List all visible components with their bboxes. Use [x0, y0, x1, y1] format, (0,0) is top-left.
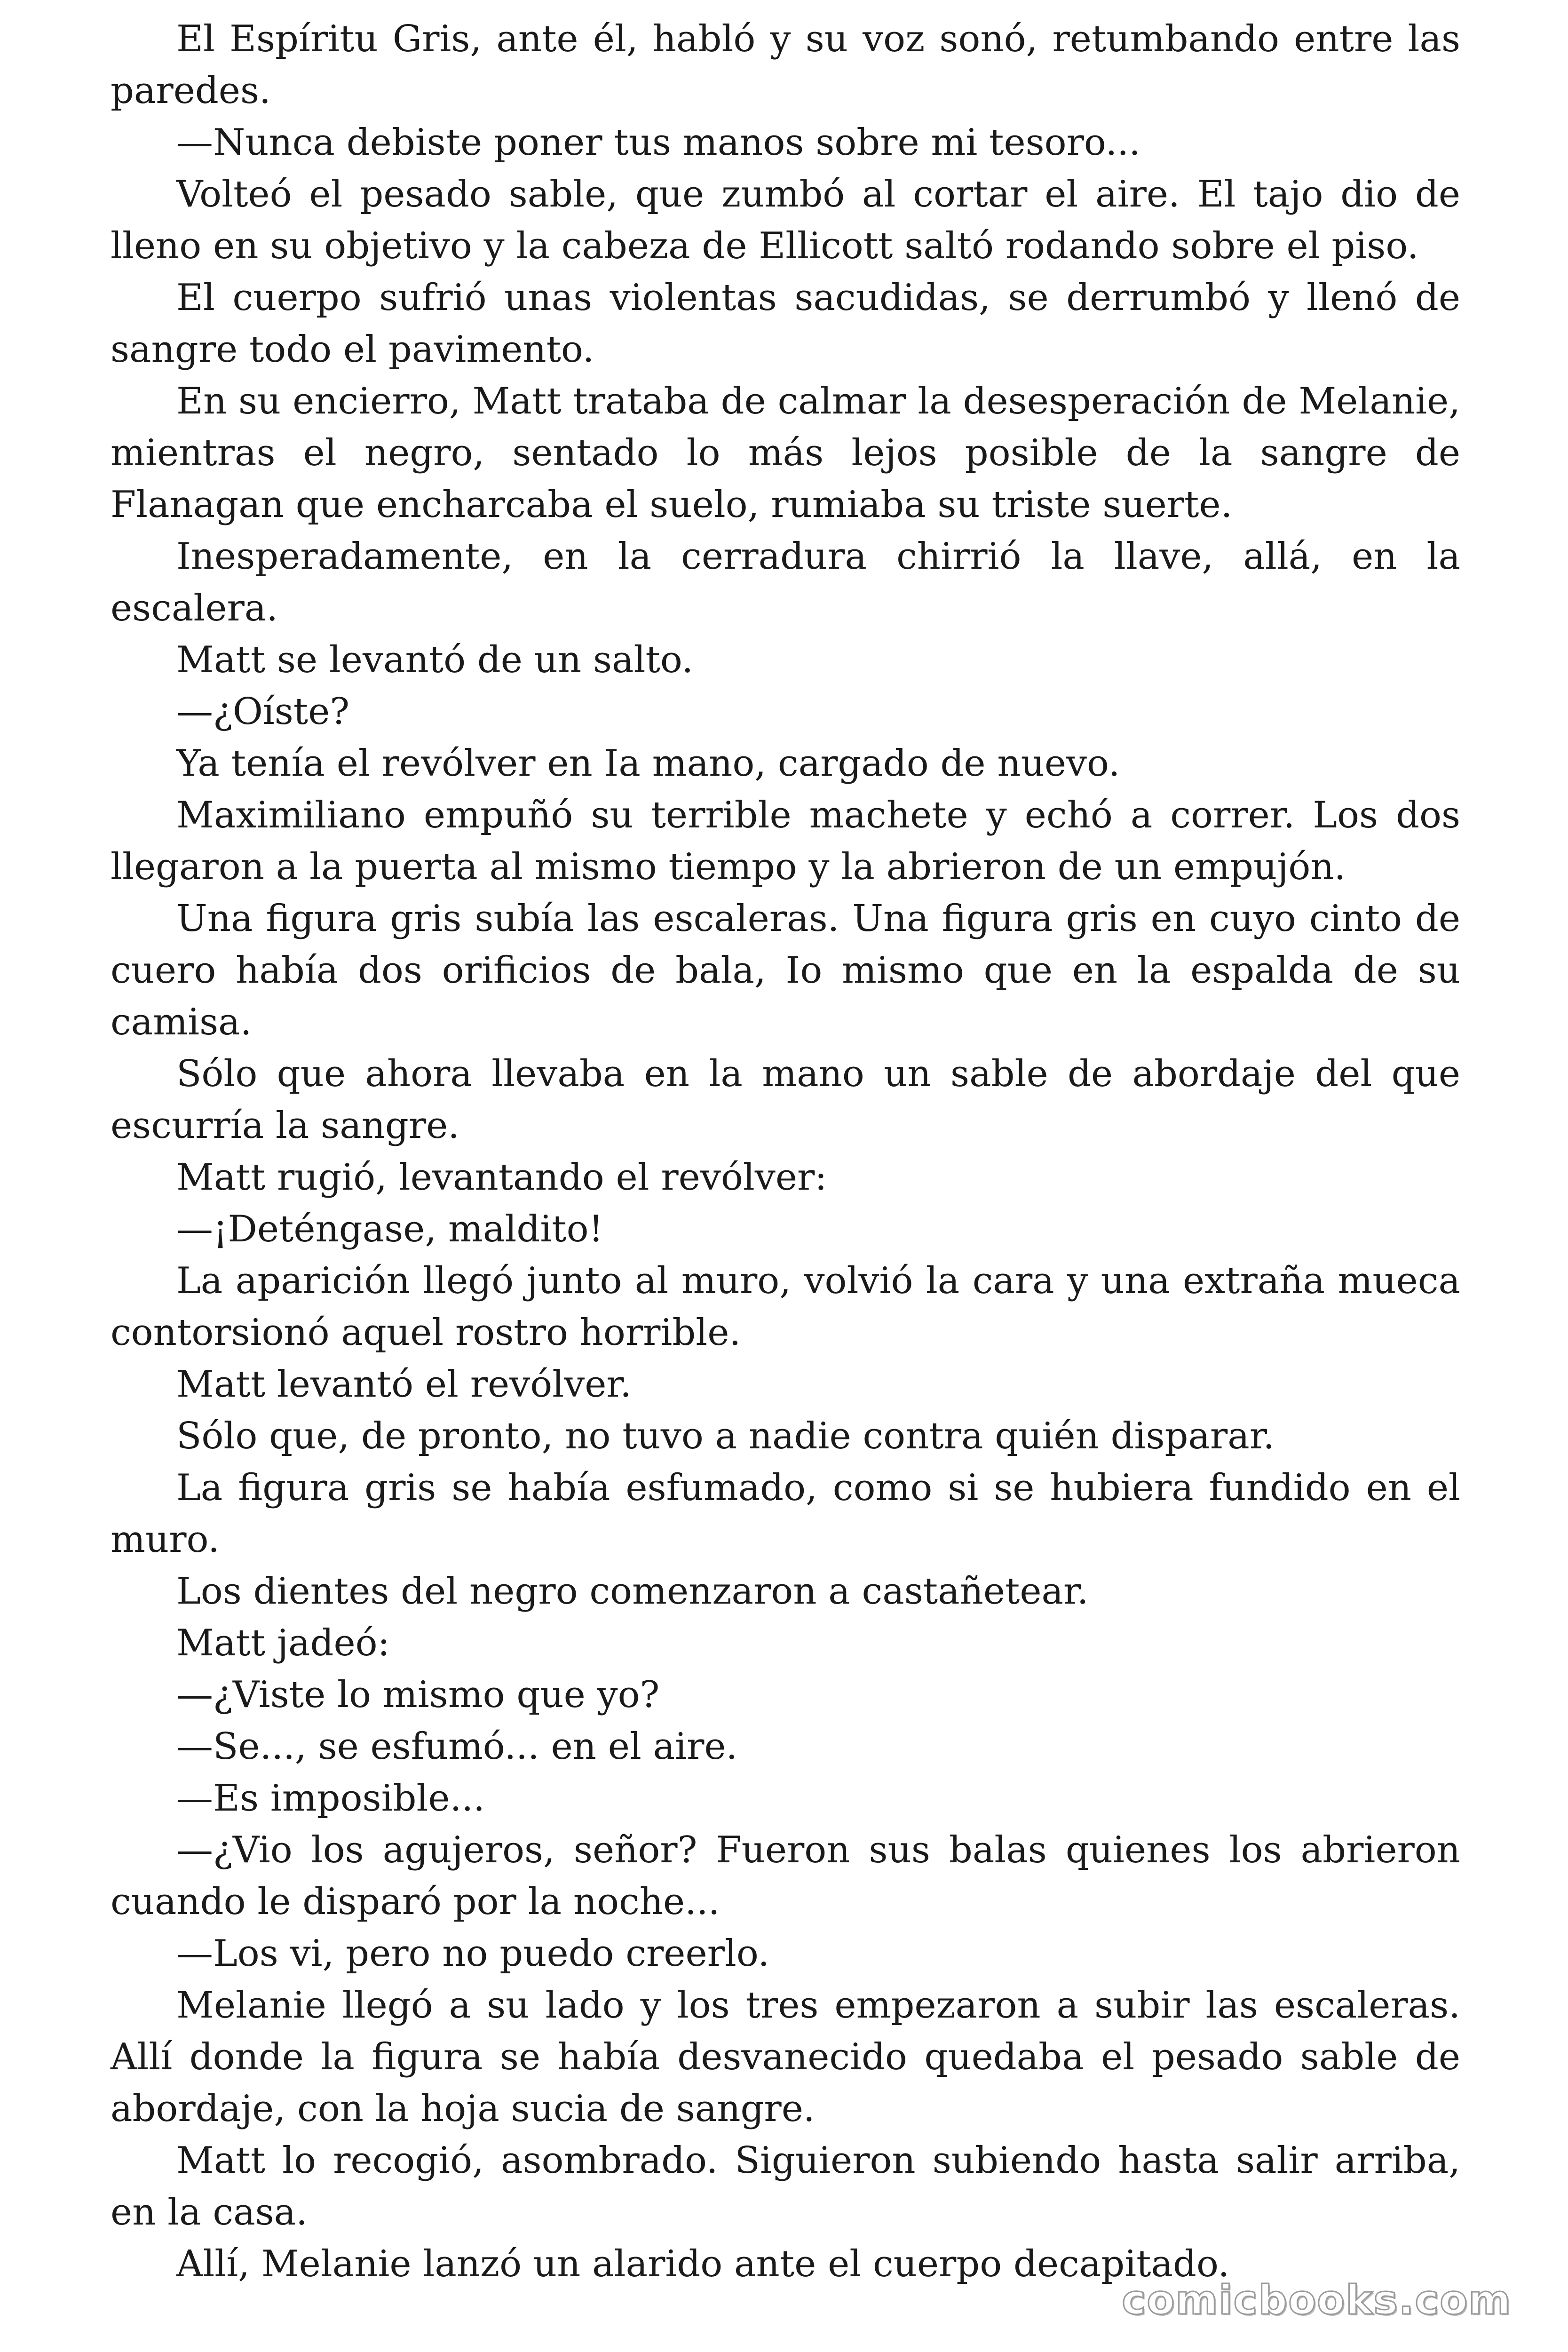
paragraph: —Se..., se esfumó... en el aire.	[176, 1725, 738, 1768]
paragraph: Matt levantó el revólver.	[176, 1363, 632, 1406]
watermark: comicbooks.com	[1122, 2277, 1512, 2324]
paragraph: Inesperadamente, en la cerradura chirrió la llave, allá, en la escalera.	[111, 535, 1460, 629]
page-text	[111, 13, 1460, 2290]
paragraph: La aparición llegó junto al muro, volvió la cara y una extraña mueca contorsionó aquel rostro horrible.	[111, 1260, 1460, 1354]
paragraph: Matt se levantó de un salto.	[176, 639, 694, 681]
paragraph: Sólo que, de pronto, no tuvo a nadie contra quién disparar.	[176, 1415, 1275, 1457]
paragraph: —¿Vio los agujeros, señor? Fueron sus balas quienes los abrieron cuando le disparó por la noche...	[111, 1829, 1460, 1923]
paragraph: Ya tenía el revólver en Ia mano, cargado de nuevo.	[176, 742, 1120, 785]
paragraph: Matt jadeó:	[176, 1622, 390, 1664]
paragraph: —¿Viste lo mismo que yo?	[176, 1674, 660, 1716]
paragraph: En su encierro, Matt trataba de calmar la desesperación de Melanie, mientras el negro, sentado lo más lejos posible de la sangre de Flanagan que encharcaba el suelo, rumiaba su triste suerte.	[111, 380, 1460, 526]
paragraph: Volteó el pesado sable, que zumbó al cortar el aire. El tajo dio de lleno en su objetivo y la cabeza de Ellicott saltó rodando sobre el piso.	[111, 173, 1460, 267]
paragraph: El cuerpo sufrió unas violentas sacudidas, se derrumbó y llenó de sangre todo el pavimento.	[111, 277, 1460, 371]
paragraph: —Nunca debiste poner tus manos sobre mi tesoro...	[176, 121, 1140, 164]
paragraph: Los dientes del negro comenzaron a castañetear.	[176, 1570, 1089, 1613]
paragraph: —Los vi, pero no puedo creerlo.	[176, 1932, 770, 1975]
paragraph: Matt rugió, levantando el revólver:	[176, 1156, 827, 1199]
paragraph: —¡Deténgase, maldito!	[176, 1208, 603, 1250]
paragraph: Una figura gris subía las escaleras. Una figura gris en cuyo cinto de cuero había dos orificios de bala, Io mismo que en la espalda de su camisa.	[111, 898, 1460, 1043]
paragraph: Melanie llegó a su lado y los tres empezaron a subir las escaleras. Allí donde la figura se había desvanecido quedaba el pesado sable de abordaje, con la hoja sucia de sangre.	[111, 1984, 1460, 2130]
paragraph: Sólo que ahora llevaba en la mano un sable de abordaje del que escurría la sangre.	[111, 1053, 1460, 1147]
paragraph: El Espíritu Gris, ante él, habló y su voz sonó, retumbando entre las paredes.	[111, 18, 1460, 112]
paragraph: Maximiliano empuñó su terrible machete y echó a correr. Los dos llegaron a la puerta al mismo tiempo y la abrieron de un empujón.	[111, 794, 1460, 888]
paragraph: Allí, Melanie lanzó un alarido ante el cuerpo decapitado.	[176, 2243, 1230, 2285]
paragraph: Matt lo recogió, asombrado. Siguieron subiendo hasta salir arriba, en la casa.	[111, 2139, 1460, 2233]
paragraph: —Es imposible...	[176, 1777, 485, 1820]
paragraph: La figura gris se había esfumado, como si se hubiera fundido en el muro.	[111, 1467, 1460, 1561]
paragraph: —¿Oíste?	[176, 691, 350, 733]
